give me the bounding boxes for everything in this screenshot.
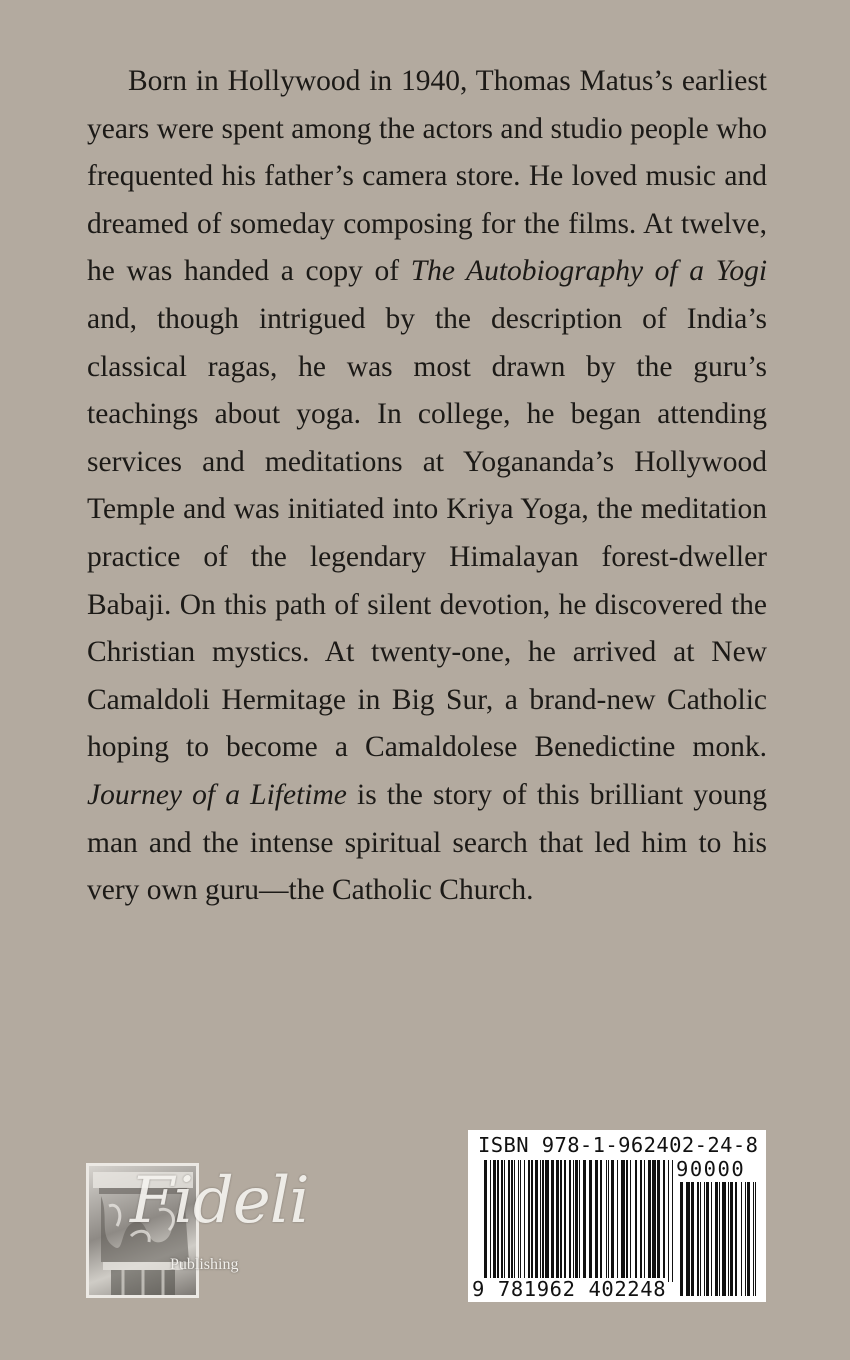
isbn-barcode — [468, 1130, 766, 1302]
publisher-subtitle: Publishing — [170, 1256, 239, 1273]
barcode-bar — [556, 1160, 559, 1282]
barcode-bar — [484, 1160, 487, 1282]
barcode-bar — [722, 1182, 726, 1296]
barcode-bar — [528, 1160, 530, 1282]
barcode-bar — [508, 1160, 510, 1282]
barcode-bar — [551, 1160, 554, 1282]
barcode-bar — [697, 1182, 699, 1296]
back-cover-blurb — [87, 58, 767, 915]
barcode-bar — [518, 1160, 519, 1282]
barcode-bar — [635, 1160, 637, 1282]
barcode-bar — [657, 1160, 660, 1282]
barcode-bar — [545, 1160, 549, 1282]
barcode-bar — [573, 1160, 574, 1282]
barcode-bar — [706, 1182, 709, 1296]
barcode-bar — [540, 1160, 541, 1282]
barcode-bar — [630, 1160, 631, 1282]
barcode-bar — [617, 1160, 618, 1282]
blurb-text-part-1: Born in Hollywood in 1940, Thomas Matus’s earliest years were spent among the actors and studio people who frequented his father’s camera store. He loved music and dreamed of someday composing for the films. At twelve, he was handed a copy of — [87, 65, 767, 288]
barcode-bar — [511, 1160, 513, 1282]
book-title-journey: Journey of a Lifetime — [87, 778, 347, 811]
barcode-bar — [575, 1160, 578, 1282]
barcode-bar — [535, 1160, 538, 1282]
book-title-autobiography: The Autobiography of a Yogi — [410, 255, 768, 288]
isbn-label: ISBN 978-1-962402-24-8 — [478, 1133, 759, 1157]
barcode-bar — [542, 1160, 544, 1282]
barcode-bar — [753, 1182, 754, 1296]
barcode-bar — [569, 1160, 571, 1282]
barcode-bar — [490, 1160, 491, 1282]
barcode-bar — [501, 1160, 503, 1282]
barcode-bar — [514, 1160, 515, 1282]
barcode-bar — [564, 1160, 566, 1282]
barcode-bar — [579, 1160, 580, 1282]
barcode-bar — [730, 1182, 733, 1296]
publisher-logo — [86, 1163, 309, 1298]
barcode-bar — [504, 1160, 505, 1282]
barcode-bar — [648, 1160, 651, 1282]
barcode-bar — [652, 1160, 656, 1282]
barcode-bar — [524, 1160, 525, 1282]
blurb-text-part-2: and, though intrigued by the description of India’s classical ragas, he was most drawn by the guru’s teachings about yoga. In college, he began attending services and meditations at Yogananda’s Hollywood Temple and was initiated into Kriya Yoga, the meditation practice of the legendary Himalayan forest-dweller Babaji. On this path of silent devotion, he discovered the Christian mystics. At twenty-one, he arrived at New Camaldoli Hermitage in Big Sur, a brand-new Catholic hoping to become a Camaldolese Benedictine monk. — [87, 302, 767, 764]
barcode-bar — [621, 1160, 625, 1282]
barcode-bar — [704, 1182, 705, 1296]
barcode-bar — [700, 1182, 701, 1296]
barcode-bar — [493, 1160, 496, 1282]
barcode-bar — [626, 1160, 628, 1282]
barcode-bar — [719, 1182, 720, 1296]
barcode-bar — [728, 1182, 729, 1296]
barcode-bar — [735, 1182, 737, 1296]
barcode-bar — [497, 1160, 499, 1282]
barcode-bar — [606, 1160, 607, 1282]
barcode-bar — [595, 1160, 598, 1282]
barcode-bar — [663, 1160, 665, 1282]
barcode-bar — [608, 1160, 609, 1282]
barcode-bar — [741, 1182, 742, 1296]
barcode-bar — [640, 1160, 642, 1282]
ean-digits: 9 781962 402248 — [472, 1277, 667, 1301]
barcode-bar — [644, 1160, 645, 1282]
barcode-bar — [583, 1160, 586, 1282]
barcode-bar — [715, 1182, 718, 1296]
barcode-bar — [668, 1160, 669, 1282]
barcode-bar — [747, 1182, 750, 1296]
barcode-bar — [686, 1182, 690, 1296]
barcode-bar — [680, 1182, 683, 1296]
barcode-bar — [672, 1160, 673, 1282]
barcode-bar — [600, 1160, 602, 1282]
price-code: 90000 — [676, 1157, 746, 1181]
barcode-bar — [531, 1160, 533, 1282]
blurb-text-part-3: is the story of this brilliant young man and the intense spiritual search that led him to his very own guru—the Catholic Church. — [87, 778, 768, 907]
barcode-bar — [520, 1160, 521, 1282]
barcode-bar — [755, 1182, 756, 1296]
barcode-bar — [711, 1182, 712, 1296]
barcode-bar — [745, 1182, 746, 1296]
barcode-bar — [560, 1160, 562, 1282]
publisher-name: Fideli — [130, 1164, 309, 1238]
barcode-bar — [611, 1160, 614, 1282]
barcode-bar — [691, 1182, 694, 1296]
barcode-bar — [589, 1160, 592, 1282]
